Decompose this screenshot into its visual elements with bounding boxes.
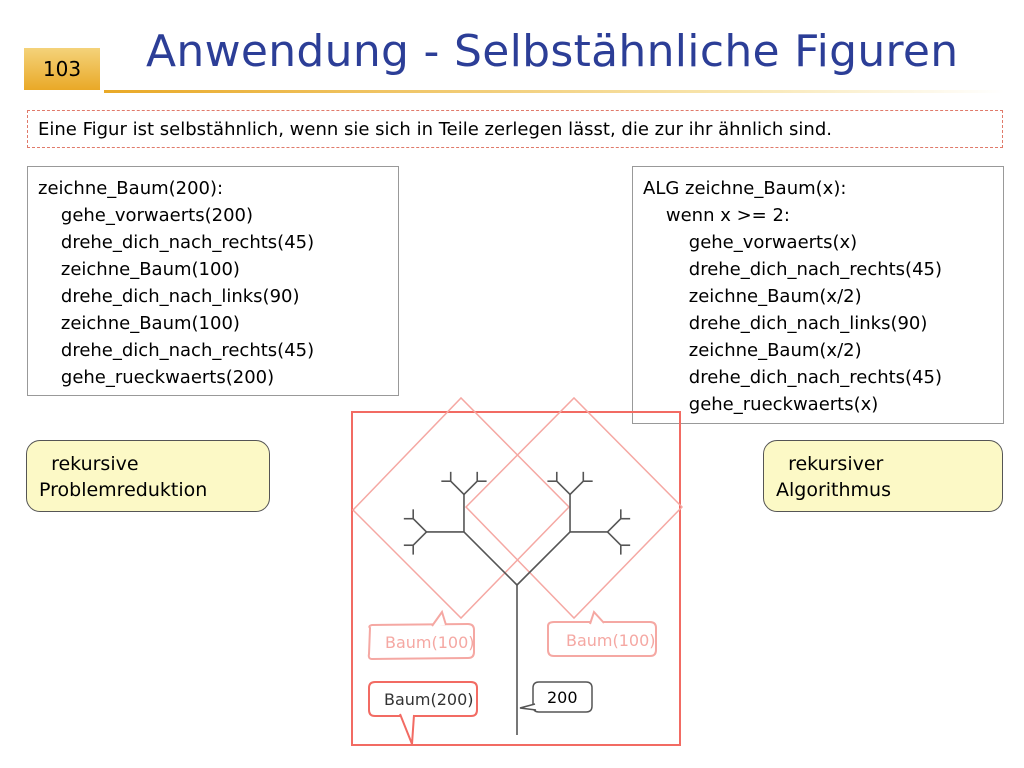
code-line: ALG zeichne_Baum(x):	[643, 178, 847, 199]
tree-branch	[517, 532, 570, 585]
algorithm-box	[632, 166, 1004, 424]
tree-branch	[464, 532, 517, 585]
frame-outline	[466, 398, 682, 618]
tree-branch	[413, 519, 426, 532]
subtree-label: Baum(100)	[385, 633, 475, 652]
code-line: gehe_vorwaerts(x)	[643, 232, 858, 253]
code-line: drehe_dich_nach_rechts(45)	[643, 367, 943, 388]
label-baum100-right	[548, 612, 656, 656]
callout-text: rekursiver	[776, 453, 884, 475]
label-trunk-length	[520, 682, 592, 712]
tree-branch	[464, 481, 477, 494]
code-line: drehe_dich_nach_rechts(45)	[38, 232, 315, 253]
fractal-tree-figure	[340, 393, 690, 753]
subtree-label: Baum(100)	[566, 631, 656, 650]
frame-outline	[353, 398, 569, 618]
code-line: drehe_dich_nach_rechts(45)	[38, 340, 315, 361]
code-line: gehe_vorwaerts(200)	[38, 205, 253, 226]
tree-branch	[557, 481, 570, 494]
tree-branch	[608, 532, 621, 545]
callout-problem-reduction	[26, 440, 270, 512]
callout-text: Algorithmus	[776, 479, 891, 501]
code-line: wenn x >= 2:	[643, 205, 790, 226]
label-baum100-left	[369, 612, 475, 659]
tree-branch	[451, 481, 464, 494]
length-label: 200	[547, 688, 578, 707]
code-line: zeichne_Baum(x/2)	[643, 286, 862, 307]
title-underline	[104, 90, 1004, 93]
code-line: zeichne_Baum(200):	[38, 178, 224, 199]
code-line: zeichne_Baum(100)	[38, 259, 240, 280]
code-line: drehe_dich_nach_links(90)	[38, 286, 300, 307]
code-line: drehe_dich_nach_rechts(45)	[643, 259, 943, 280]
callout-text: rekursive	[39, 453, 139, 475]
code-example-box	[27, 166, 399, 396]
code-line: drehe_dich_nach_links(90)	[643, 313, 928, 334]
tree-label: Baum(200)	[384, 690, 474, 709]
code-line: gehe_rueckwaerts(200)	[38, 367, 275, 388]
tree-branch	[608, 519, 621, 532]
slide-title: Anwendung - Selbstähnliche Figuren	[146, 26, 959, 77]
code-line: gehe_rueckwaerts(x)	[643, 394, 879, 415]
code-line: zeichne_Baum(100)	[38, 313, 240, 334]
tree-branch	[570, 481, 583, 494]
definition-box: Eine Figur ist selbstähnlich, wenn sie sich in Teile zerlegen lässt, die zur ihr ähnlich sind.	[27, 110, 1003, 148]
slide-number: 103	[24, 48, 100, 90]
label-baum200	[369, 682, 477, 744]
callout-recursive-algorithm	[763, 440, 1003, 512]
callout-text: Problemreduktion	[39, 479, 208, 501]
tree-branch	[413, 532, 426, 545]
code-line: zeichne_Baum(x/2)	[643, 340, 862, 361]
